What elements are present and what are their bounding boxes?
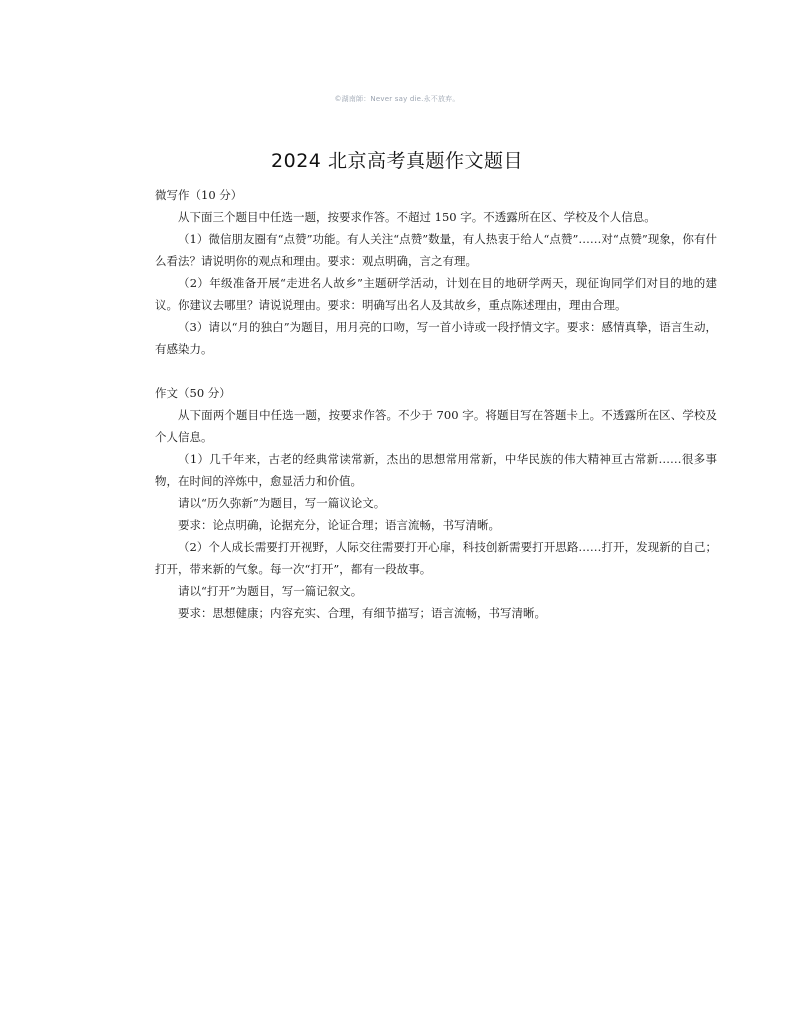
micro-writing-heading: 微写作（10 分） [155, 188, 243, 202]
essay-prompt-1-title: 请以“历久弥新”为题目，写一篇议论文。 [178, 496, 386, 510]
micro-writing-prompt-1: （1）微信朋友圈有“点赞”功能。有人关注“点赞”数量，有人热衷于给人“点赞”……对“点赞”现象，你有什么看法？请说明你的观点和理由。要求：观点明确，言之有理。 [155, 232, 717, 268]
essay-prompt-2-requirements: 要求：思想健康；内容充实、合理，有细节描写；语言流畅，书写清晰。 [178, 606, 546, 620]
page-title: 2024 北京高考真题作文题目 [271, 150, 523, 172]
essay-intro: 从下面两个题目中任选一题，按要求作答。不少于 700 字。将题目写在答题卡上。不透露所在区、学校及个人信息。 [155, 408, 717, 444]
essay-heading: 作文（50 分） [155, 386, 231, 400]
essay-prompt-1: （1）几千年来，古老的经典常读常新，杰出的思想常用常新，中华民族的伟大精神亘古常新……很多事物，在时间的淬炼中，愈显活力和价值。 [155, 452, 717, 488]
watermark-text: ©湖南師：Never say die.永不放弃。 [334, 95, 460, 103]
essay-prompt-2-title: 请以“打开”为题目，写一篇记叙文。 [178, 584, 363, 598]
section-spacer [155, 360, 717, 382]
micro-writing-prompt-2: （2）年级准备开展“走进名人故乡”主题研学活动，计划在目的地研学两天，现征询同学们对目的地的建议。你建议去哪里？请说说理由。要求：明确写出名人及其故乡，重点陈述理由，理由合理。 [155, 276, 717, 312]
essay-prompt-2: （2）个人成长需要打开视野，人际交往需要打开心扉，科技创新需要打开思路……打开，发现新的自己；打开，带来新的气象。每一次“打开”，都有一段故事。 [155, 540, 717, 576]
micro-writing-intro: 从下面三个题目中任选一题，按要求作答。不超过 150 字。不透露所在区、学校及个人信息。 [178, 210, 656, 224]
micro-writing-prompt-3: （3）请以“月的独白”为题目，用月亮的口吻，写一首小诗或一段抒情文字。要求：感情真挚，语言生动，有感染力。 [155, 320, 717, 356]
document-body [155, 184, 717, 624]
essay-prompt-1-requirements: 要求：论点明确，论据充分，论证合理；语言流畅，书写清晰。 [178, 518, 500, 532]
